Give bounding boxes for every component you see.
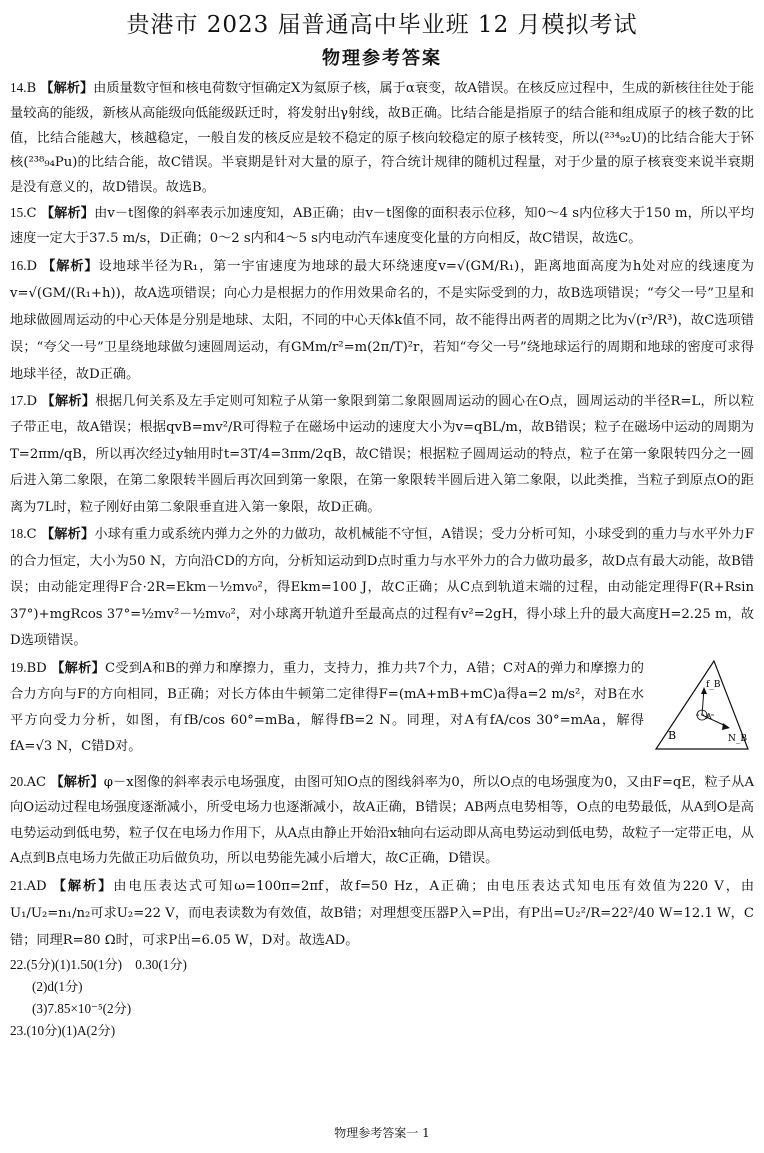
question-number: 14. xyxy=(10,80,27,95)
question-text: 根据几何关系及左手定则可知粒子从第一象限到第二象限圆周运动的圆心在O点，圆周运动的半径R=L，所以粒子带正电，故A错误；根据qvB=mv²/R可得粒子在磁场中运动的速度大小为v=qBL/m，故B错误；粒子在磁场中运动的周期为T=2πm/qB，所以再次经过y轴用时t=3T/4=3πm/2qB，故C错误；根据粒子圆周运动的特点，粒子在第一象限转四分之一圆后进入第二象限，在第二象限转半圆后再次回到第一象限，在第一象限转半圆后进入第二象限，以此类推，当粒子到原点O的距离为7L时，粒子刚好由第二象限垂直进入第一象限，故D正确。 xyxy=(10,393,755,515)
question-15 xyxy=(10,201,754,252)
analysis-tag: 【解析】 xyxy=(52,878,114,894)
label-b: B xyxy=(668,728,677,742)
answer-line: 22.(5分)(1)1.50(1分) 0.30(1分) xyxy=(10,956,187,972)
analysis-tag: 【解析】 xyxy=(41,393,96,409)
question-17 xyxy=(10,388,754,522)
question-text: φ－x图像的斜率表示电场强度，由图可知O点的图线斜率为0，所以O点的电场强度为0，又由F=qE，粒子从A向O运动过程电场强度逐渐减小，所受电场力也逐渐减小，故A正确，B错误；AB两点电势相等，O点的电势最低，从A到O是高电势运动到低电势，粒子仅在电场力作用下，从A点由静止开始沿x轴向右运动即从高电势运动到低电势，故粒子一定带正电，从A点到B点电场力先做正功后做负功，所以电势能先减小后增大，故C正确，D错误。 xyxy=(10,774,754,867)
question-14 xyxy=(10,76,754,201)
label-a: A xyxy=(706,711,712,721)
force-diagram-svg xyxy=(644,655,754,765)
question-text: 由质量数守恒和核电荷数守恒确定X为氦原子核，属于α衰变，故A错误。在核反应过程中，生成的新核往往处于能量较高的能级，新核从高能级向低能级跃迁时，将发射出γ射线，故B正确。比结合能是指原子的结合能和组成原子的核子数的比值，比结合能越大，核越稳定，一般自发的核反应是较不稳定的原子核向较稳定的原子核转变，所以(²³⁴₉₂U)的比结合能大于钚核(²³⁸₉₄Pu)的比结合能，故C错误。半衰期是针对大量的原子，符合统计规律的随机过程量，对于少量的原子核衰变来说半衰期是没有意义的，故D错误。故选B。 xyxy=(10,81,754,196)
question-18 xyxy=(10,521,754,655)
force-diagram xyxy=(644,655,754,769)
question-number: 21. xyxy=(10,877,27,893)
analysis-tag: 【解析】 xyxy=(51,660,106,676)
question-21 xyxy=(10,872,754,954)
analysis-tag: 【解析】 xyxy=(40,81,94,96)
question-answer: BD xyxy=(26,660,47,676)
analysis-tag: 【解析】 xyxy=(42,258,99,274)
question-number: 18. xyxy=(10,526,27,542)
answer-line: 23.(10分)(1)A(2分) xyxy=(10,1022,116,1038)
question-text: C受到A和B的弹力和摩擦力，重力，支持力，推力共7个力，A错；C对A的弹力和摩擦力的合力方向与F的方向相同，B正确；对长方体由牛顿第二定律得F=(mA+mB+mC)a得a=2 m/s²，对B在水平方向受力分析，如图，有fB/cos 60°=mBa，解得fB=2 N。同理，对A有fA/cos 30°=mAa，解得fA=√3 N，C错D对。 xyxy=(10,660,644,754)
analysis-tag: 【解析】 xyxy=(50,774,104,790)
answer-line: (2)d(1分) xyxy=(32,978,83,994)
question-answer: D xyxy=(26,258,38,274)
page-subtitle: 物理参考答案 xyxy=(322,48,442,69)
label-nb: N_B xyxy=(728,733,747,744)
question-number: 16. xyxy=(10,257,27,273)
analysis-tag: 【解析】 xyxy=(40,205,95,221)
label-fb: f_B xyxy=(706,679,721,690)
question-number: 15. xyxy=(10,204,27,220)
question-answer: C xyxy=(26,527,37,543)
page-title: 贵港市 2023 届普通高中毕业班 12 月模拟考试 xyxy=(126,12,638,38)
question-answer: B xyxy=(26,81,37,96)
question-answer: AD xyxy=(26,878,47,894)
question-text: 由电压表达式可知ω=100π=2πf，故f=50 Hz，A正确；由电压表达式知电压有效值为220 V，由U₁/U₂=n₁/n₂可求U₂=22 V，而电表读数为有效值，故B错；对理想变压器P入=P出，有P出=U₂²/R=22²/40 W=12.1 W，C错；同理R=80 Ω时，可求P出=6.05 W，D对。故选AD。 xyxy=(10,878,755,948)
question-20 xyxy=(10,769,754,872)
question-text: 设地球半径为R₁，第一宇宙速度为地球的最大环绕速度v=√(GM/R₁)，距离地面高度为h处对应的线速度为v=√(GM/(R₁+h))，故A选项错误；向心力是根据力的作用效果命名的，不是实际受到的力，故B选项错误；“夸父一号”卫星和地球做圆周运动的中心天体是分别是地球、太阳，不同的中心天体k值不同，故不能得出两者的周期之比为√(r³/R³)，故C选项错误；“夸父一号”卫星绕地球做匀速圆周运动，有GMm/r²=m(2π/T)²r，若知“夸父一号”绕地球运行的周期和地球的密度可求得地球半径，故D正确。 xyxy=(10,258,754,382)
normal-force-arrowhead xyxy=(722,723,730,730)
page-footer: 物理参考答案一 1 xyxy=(334,1126,430,1140)
question-16 xyxy=(10,252,754,388)
analysis-tag: 【解析】 xyxy=(40,527,95,543)
question-text: 小球有重力或系统内弹力之外的力做功，故机械能不守恒，A错误；受力分析可知，小球受到的重力与水平外力F的合力恒定，大小为50 N，方向沿CD的方向，分析知运动到D点时重力与水平外力的合力做功最多，故D点有最大动能，故B错误；由动能定理得F合·2R=Ekm－½mv₀²，得Ekm=100 J，故C正确；从C点到轨道末端的过程，由动能定理得F(R+Rsin 37°)+mgRcos 37°=½mv²－½mv₀²，对小球离开轨道升至最高点的过程有v²=2gH，得小球上升的最大高度H=2.25 m，故D选项错误。 xyxy=(10,527,754,649)
question-text: 由v－t图像的斜率表示加速度知，AB正确；由v－t图像的面积表示位移，知0～4 s内位移大于150 m，所以平均速度一定大于37.5 m/s，D正确；0～2 s内和4～5 s内电动汽车速度变化量的方向相反，故C错误，故选C。 xyxy=(10,205,755,246)
question-number: 19. xyxy=(10,659,27,675)
answer-line: (3)7.85×10⁻⁵(2分) xyxy=(32,1000,132,1016)
question-number: 17. xyxy=(10,392,27,408)
question-answer: D xyxy=(26,393,38,409)
question-number: 20. xyxy=(10,773,27,789)
question-answer: C xyxy=(26,205,37,221)
question-answer: AC xyxy=(26,774,47,790)
question-19-row xyxy=(10,655,754,769)
question-19 xyxy=(10,655,644,769)
